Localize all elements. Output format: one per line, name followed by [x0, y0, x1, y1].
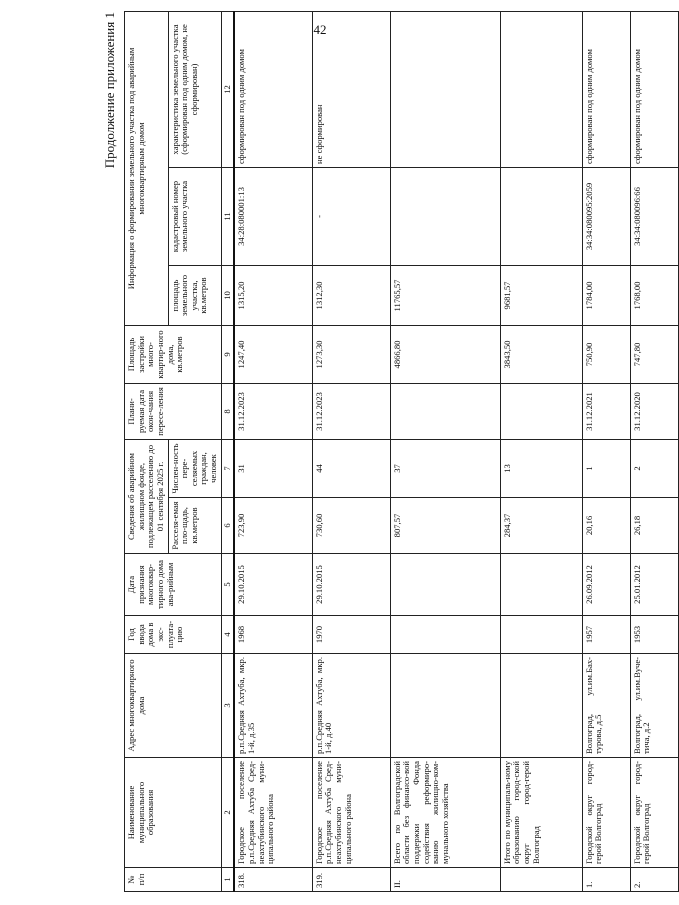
row-characteristic: сформирован под одним домом: [630, 11, 678, 167]
row-cadastral: 34:34:080096:66: [630, 167, 678, 265]
col-number: 5: [221, 554, 234, 616]
row-address: Волгоград, ул.им.Вуче-тича, д.2: [630, 654, 678, 758]
row-number: [500, 868, 582, 892]
row-municipality: Городской округ город-герой Волгоград: [630, 758, 678, 868]
table-row: [390, 11, 500, 891]
row-end-date: [500, 383, 582, 439]
row-number: 1.: [582, 868, 630, 892]
row-resettled-area: 26,18: [630, 498, 678, 554]
header-fund-group: Сведения об аварийном жилищном фонде, подлежащем расселению до 01 сентября 2025 г.: [125, 439, 169, 553]
row-address: [500, 654, 582, 758]
header-municipality: Наименование муниципального образования: [125, 758, 222, 868]
row-characteristic: не сформирован: [312, 11, 390, 167]
row-end-date: 31.12.2023: [234, 383, 312, 439]
header-building-area: Площадь застройки много-квартир-ного дома, кв.метров: [125, 325, 222, 383]
table-row: [630, 11, 678, 891]
header-cadastral: кадастровый номер земельного участка: [168, 167, 221, 265]
table-row: [234, 11, 312, 891]
row-address: [390, 654, 500, 758]
row-address: р.п.Средняя Ахтуба, мкр. 1-й, д.40: [312, 654, 390, 758]
row-land-area: 1784,00: [582, 265, 630, 325]
housing-table: [124, 11, 679, 892]
row-characteristic: сформирован под одним домом: [234, 11, 312, 167]
row-land-area: 1768,00: [630, 265, 678, 325]
header-land-area: площадь земельного участка, кв.метров: [168, 265, 221, 325]
row-building-area: 747,80: [630, 325, 678, 383]
row-building-area: 1273,30: [312, 325, 390, 383]
col-number: 8: [221, 383, 234, 439]
col-number: 6: [221, 498, 234, 554]
row-municipality: Всего по Волгоградской области без финансо-вой поддержки Фонда содействия реформиро-ванию жилищно-ком-мунального хозяйства: [390, 758, 500, 868]
row-building-area: 4866,80: [390, 325, 500, 383]
header-characteristic: характеристика земельного участка (сформирован под одним домом, не сформирован): [168, 11, 221, 167]
row-year: [390, 616, 500, 654]
row-resettled-area: 723,90: [234, 498, 312, 554]
row-emergency-date: [390, 554, 500, 616]
row-land-area: 9681,57: [500, 265, 582, 325]
col-number: 10: [221, 265, 234, 325]
row-municipality: Городское поселение р.п.Средняя Ахтуба Сред-неахтубинского муни-ципального района: [234, 758, 312, 868]
header-emergency-date: Дата признания многоквар-тирного дома ава-рийным: [125, 554, 222, 616]
row-municipality: Итого по муниципаль-ному образованию город-ской округ город-герой Волгоград: [500, 758, 582, 868]
row-year: 1957: [582, 616, 630, 654]
row-building-area: 1247,40: [234, 325, 312, 383]
header-resettled-area: Расселя-емая пло-щадь, кв.метров: [168, 498, 221, 554]
row-cadastral: [500, 167, 582, 265]
row-people: 13: [500, 439, 582, 497]
row-emergency-date: 29.10.2015: [312, 554, 390, 616]
header-people: Числен-ность пере-селяемых граждан, человек: [168, 439, 221, 497]
row-year: 1970: [312, 616, 390, 654]
row-cadastral: 34:34:080095:2059: [582, 167, 630, 265]
header-end-date: Плани-руемая дата окон-чания пересе-ления: [125, 383, 222, 439]
row-end-date: [390, 383, 500, 439]
continuation-heading: Продолжение приложения 1: [102, 12, 117, 169]
row-emergency-date: 26.09.2012: [582, 554, 630, 616]
row-people: 2: [630, 439, 678, 497]
row-year: 1953: [630, 616, 678, 654]
row-emergency-date: 29.10.2015: [234, 554, 312, 616]
row-end-date: 31.12.2020: [630, 383, 678, 439]
row-cadastral: -: [312, 167, 390, 265]
col-number: 1: [221, 868, 234, 892]
col-number: 4: [221, 616, 234, 654]
row-end-date: 31.12.2023: [312, 383, 390, 439]
row-emergency-date: [500, 554, 582, 616]
row-number: 2.: [630, 868, 678, 892]
row-resettled-area: 284,37: [500, 498, 582, 554]
row-characteristic: [500, 11, 582, 167]
col-number: 9: [221, 325, 234, 383]
row-resettled-area: 20,16: [582, 498, 630, 554]
row-resettled-area: 730,60: [312, 498, 390, 554]
row-characteristic: сформирован под одним домом: [582, 11, 630, 167]
col-number: 11: [221, 167, 234, 265]
header-address: Адрес многоквартирного дома: [125, 654, 222, 758]
row-address: Волгоград, ул.им.Бах-турова, д.5: [582, 654, 630, 758]
row-people: 44: [312, 439, 390, 497]
row-end-date: 31.12.2021: [582, 383, 630, 439]
row-land-area: 1312,30: [312, 265, 390, 325]
row-address: р.п.Средняя Ахтуба, мкр. 1-й, д.35: [234, 654, 312, 758]
row-municipality: Городской округ город-герой Волгоград: [582, 758, 630, 868]
row-land-area: 11765,57: [390, 265, 500, 325]
row-municipality: Городское поселение р.п.Средняя Ахтуба Сред-неахтубинского муни-ципального района: [312, 758, 390, 868]
column-number-row: [221, 11, 234, 891]
page-number: 42: [313, 22, 327, 37]
row-people: 31: [234, 439, 312, 497]
row-people: 1: [582, 439, 630, 497]
rotated-sheet: [102, 12, 652, 892]
row-year: 1968: [234, 616, 312, 654]
table-row: [582, 11, 630, 891]
header-number: № п/п: [125, 868, 222, 892]
table-row: [500, 11, 582, 891]
row-number: 318.: [234, 868, 312, 892]
row-building-area: 3843,50: [500, 325, 582, 383]
header-land-group: Информация о формировании земельного участка под аварийным многоквартирным домом: [125, 11, 169, 325]
col-number: 12: [221, 11, 234, 167]
table-row: [312, 11, 390, 891]
col-number: 7: [221, 439, 234, 497]
col-number: 3: [221, 654, 234, 758]
row-cadastral: [390, 167, 500, 265]
row-resettled-area: 807,57: [390, 498, 500, 554]
row-building-area: 750,90: [582, 325, 630, 383]
row-emergency-date: 25.01.2012: [630, 554, 678, 616]
header-year: Год ввода дома в экс-плуата-цию: [125, 616, 222, 654]
row-land-area: 1315,20: [234, 265, 312, 325]
row-people: 37: [390, 439, 500, 497]
row-cadastral: 34:28:080001:13: [234, 167, 312, 265]
row-year: [500, 616, 582, 654]
col-number: 2: [221, 758, 234, 868]
row-characteristic: [390, 11, 500, 167]
row-number: 319.: [312, 868, 390, 892]
row-number: II.: [390, 868, 500, 892]
